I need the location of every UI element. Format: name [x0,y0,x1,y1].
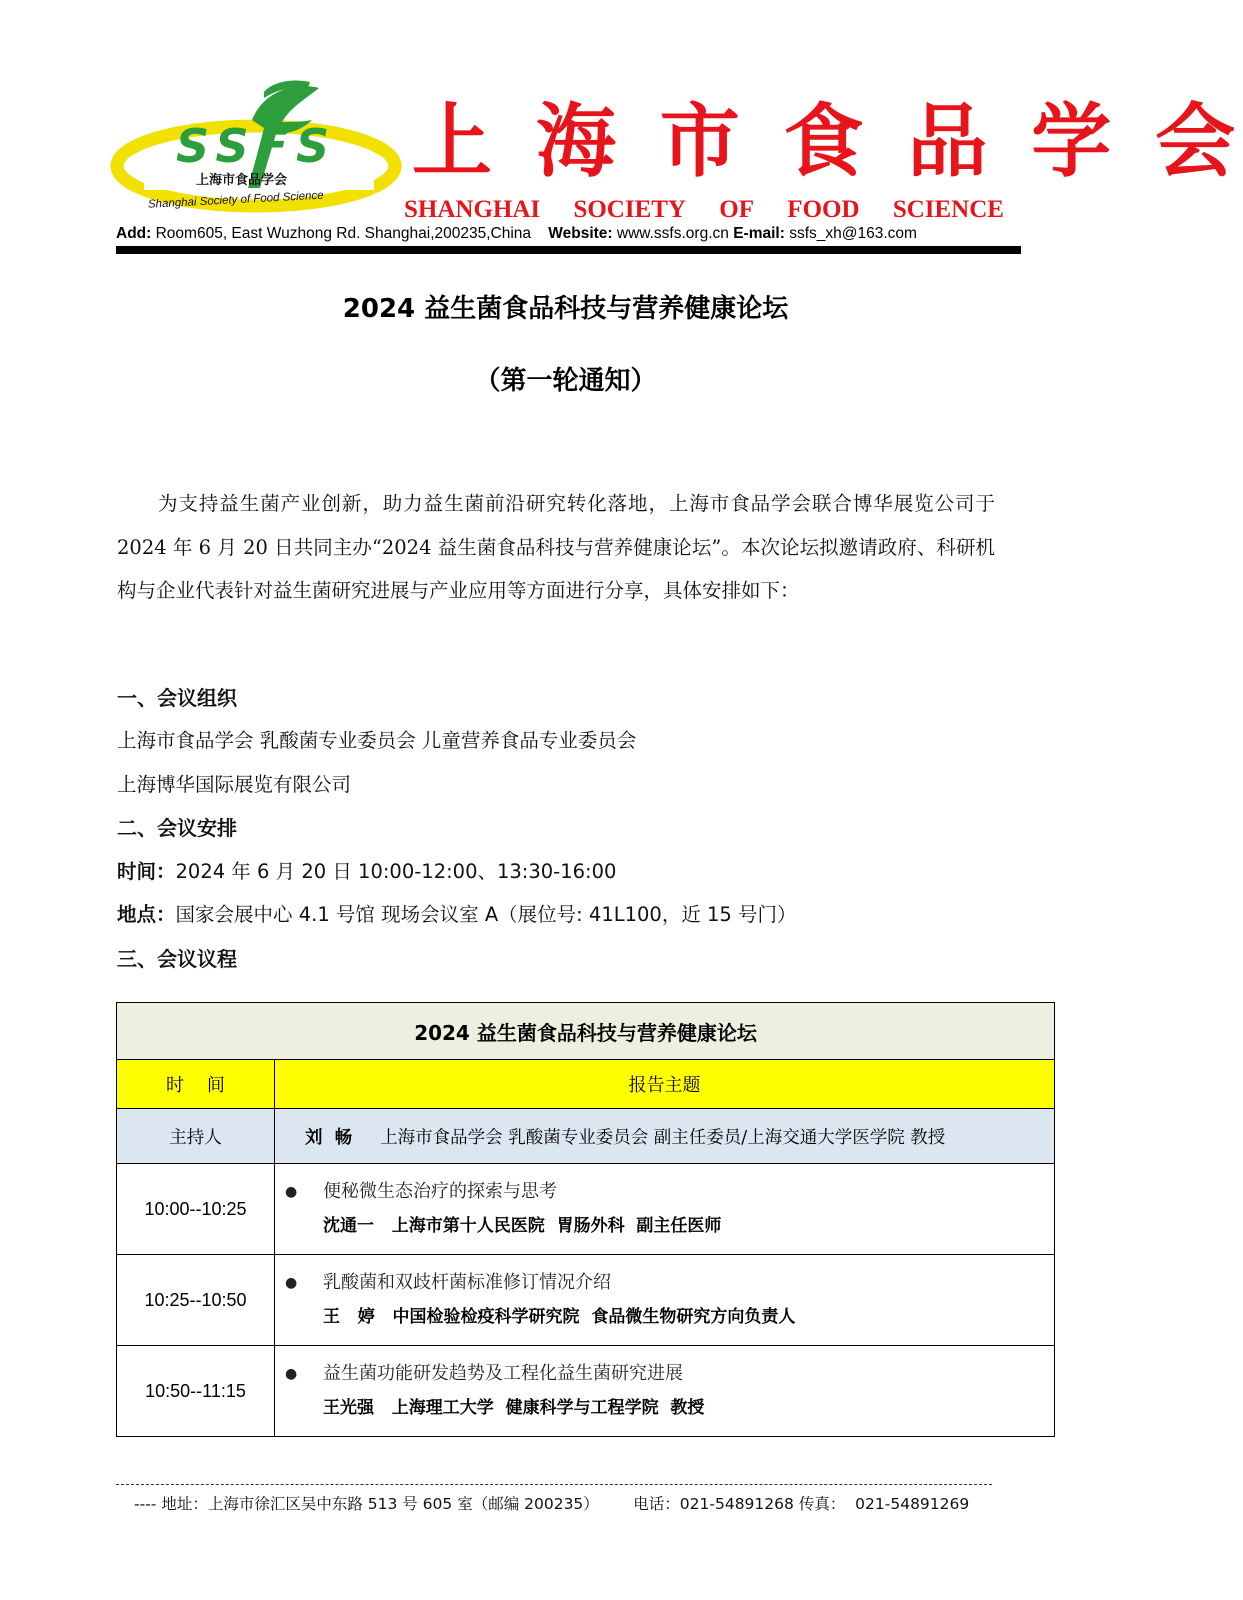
section-heading-organization: 一、会议组织 [117,686,237,710]
org-name-cn: 上 海 市 食 品 学 会 [412,94,1243,188]
host-row [117,1109,1055,1164]
footer-fax: 传真： 021-54891269 [798,1495,970,1513]
host-detail: 上海市食品学会 乳酸菌专业委员会 副主任委员/上海交通大学医学院 教授 [380,1127,946,1148]
website-link[interactable]: www.ssfs.org.cn [616,225,729,242]
session-topic [275,1357,1054,1391]
column-header-time: 时 间 [117,1060,275,1109]
session-time: 10:25--10:50 [117,1255,275,1346]
footer-address: 地址：上海市徐汇区吴中东路 513 号 605 室（邮编 200235） [161,1495,599,1513]
table-row [117,1346,1055,1437]
document-subtitle: （第一轮通知） [474,366,657,396]
agenda-title: 2024 益生菌食品科技与营养健康论坛 [117,1003,1055,1060]
place-line [117,900,1017,930]
session-speaker: 沈通一 上海市第十人民医院 胃肠外科 副主任医师 [323,1216,722,1236]
host-label: 主持人 [117,1109,275,1164]
logo-cn-text: 上海市食品学会 [196,173,288,188]
address-value: Room605, East Wuzhong Rd. Shanghai,200235,China [155,225,532,242]
session-cell [275,1346,1055,1437]
place-label: 地点： [117,903,176,926]
org-name-en-word: SHANGHAI [404,196,541,223]
footer-divider [116,1484,992,1485]
logo-letters: SSFS [176,119,338,173]
session-speaker: 王光强 上海理工大学 健康科学与工程学院 教授 [323,1398,705,1418]
footer-contact [134,1494,1014,1514]
session-cell [275,1255,1055,1346]
logo-en-text: Shanghai Society of Food Science [147,189,324,211]
section-heading-agenda: 三、会议议程 [117,947,237,971]
org-name-en-word: SCIENCE [892,196,1004,223]
intro-paragraph: 为支持益生菌产业创新，助力益生菌前沿研究转化落地，上海市食品学会联合博华展览公司于 2024 年 6 月 20 日共同主办“2024 益生菌食品科技与营养健康论坛”。本次论坛拟邀请政府、科研机构与企业代表针对益生菌研究进展与产业应用等方面进行分享，具体安排如下： [117,492,995,602]
org-name-en-word: SOCIETY [573,196,686,223]
org-name-en-word: FOOD [787,196,860,223]
session-topic [275,1266,1054,1300]
email-link[interactable]: ssfs_xh@163.com [789,225,917,242]
time-label: 时间： [117,860,176,883]
place-value: 国家会展中心 4.1 号馆 现场会议室 A（展位号: 41L100，近 15 号门） [175,903,797,926]
session-time: 10:50--11:15 [117,1346,275,1437]
table-row [117,1164,1055,1255]
agenda-header-row [117,1060,1055,1109]
email-label: E-mail: [733,225,785,242]
footer-phone: 电话：021-54891268 [633,1495,794,1513]
session-time: 10:00--10:25 [117,1164,275,1255]
time-value: 2024 年 6 月 20 日 10:00-12:00、13:30-16:00 [175,860,617,883]
session-topic-text: 乳酸菌和双歧杆菌标准修订情况介绍 [323,1272,611,1293]
ssfs-logo [114,78,404,218]
agenda-table [116,1002,1055,1437]
org-name-en-word: OF [719,196,754,223]
section-heading-arrangement: 二、会议安排 [117,816,237,840]
agenda-title-row [117,1003,1055,1060]
document-title: 2024 益生菌食品科技与营养健康论坛 [342,294,789,324]
session-topic-text: 益生菌功能研发趋势及工程化益生菌研究进展 [323,1363,683,1384]
bullet-icon: ● [285,1366,298,1382]
contact-line [116,224,1021,244]
session-topic [275,1175,1054,1209]
bullet-icon: ● [285,1275,298,1291]
address-label: Add: [116,225,152,242]
session-cell [275,1164,1055,1255]
session-topic-text: 便秘微生态治疗的探索与思考 [323,1181,557,1202]
header-rule [116,246,1021,254]
column-header-topic: 报告主题 [275,1060,1055,1109]
organizer-line: 上海博华国际展览有限公司 [117,773,352,796]
table-row [117,1255,1055,1346]
time-line [117,857,1017,887]
footer-dash: ---- [134,1495,157,1513]
host-name: 刘 畅 [305,1127,353,1148]
org-name-en [404,196,1004,224]
website-label: Website: [548,225,613,242]
bullet-icon: ● [285,1184,298,1200]
session-speaker: 王 婷 中国检验检疫科学研究院 食品微生物研究方向负责人 [323,1307,796,1327]
organizer-line: 上海市食品学会 乳酸菌专业委员会 儿童营养食品专业委员会 [117,729,637,752]
host-cell [275,1109,1055,1164]
